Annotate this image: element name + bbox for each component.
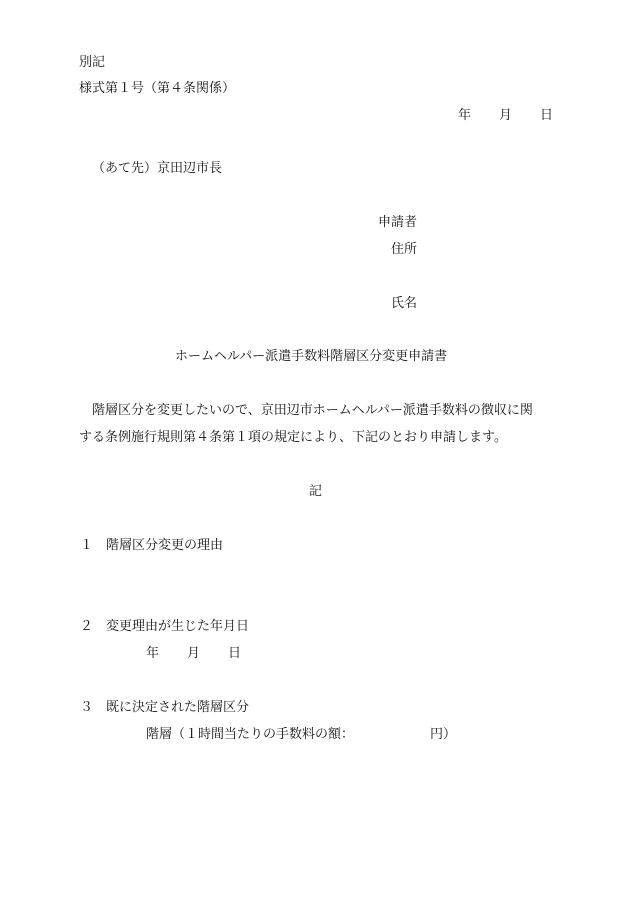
body-line-1: 階層区分を変更したいので、京田辺市ホームヘルパー派遣手数料の徴収に関 [92,403,533,418]
date-year-label: 年 [458,108,472,123]
addressee: （あて先）京田辺市長 [92,161,223,176]
ki-heading: 記 [309,484,323,499]
item-2-year-label: 年 [146,646,160,661]
item-2-label: 変更理由が生じた年月日 [106,619,250,634]
item-3-label: 既に決定された階層区分 [106,700,250,715]
form-number: 様式第１号（第４条関係） [79,81,236,96]
item-2-number: ２ [80,619,94,634]
applicant-name-label: 氏名 [391,296,418,311]
body-line-2: する条例施行規則第４条第１項の規定により、下記のとおり申請します。 [79,430,507,445]
document-title: ホームヘルパー派遣手数料階層区分変更申請書 [175,349,448,364]
item-3-number: ３ [80,700,94,715]
item-2-day-label: 日 [228,646,242,661]
date-day-label: 日 [540,108,554,123]
applicant-label: 申請者 [378,215,418,230]
item-3-fee-prefix: 階層（１時間当たりの手数料の額： [146,727,355,742]
date-month-label: 月 [499,108,513,123]
applicant-address-label: 住所 [391,242,418,257]
item-3-fee-suffix: 円） [430,727,457,742]
item-1-number: １ [80,538,94,553]
item-1-label: 階層区分変更の理由 [106,538,224,553]
attachment-label: 別記 [79,55,106,70]
item-2-month-label: 月 [187,646,201,661]
